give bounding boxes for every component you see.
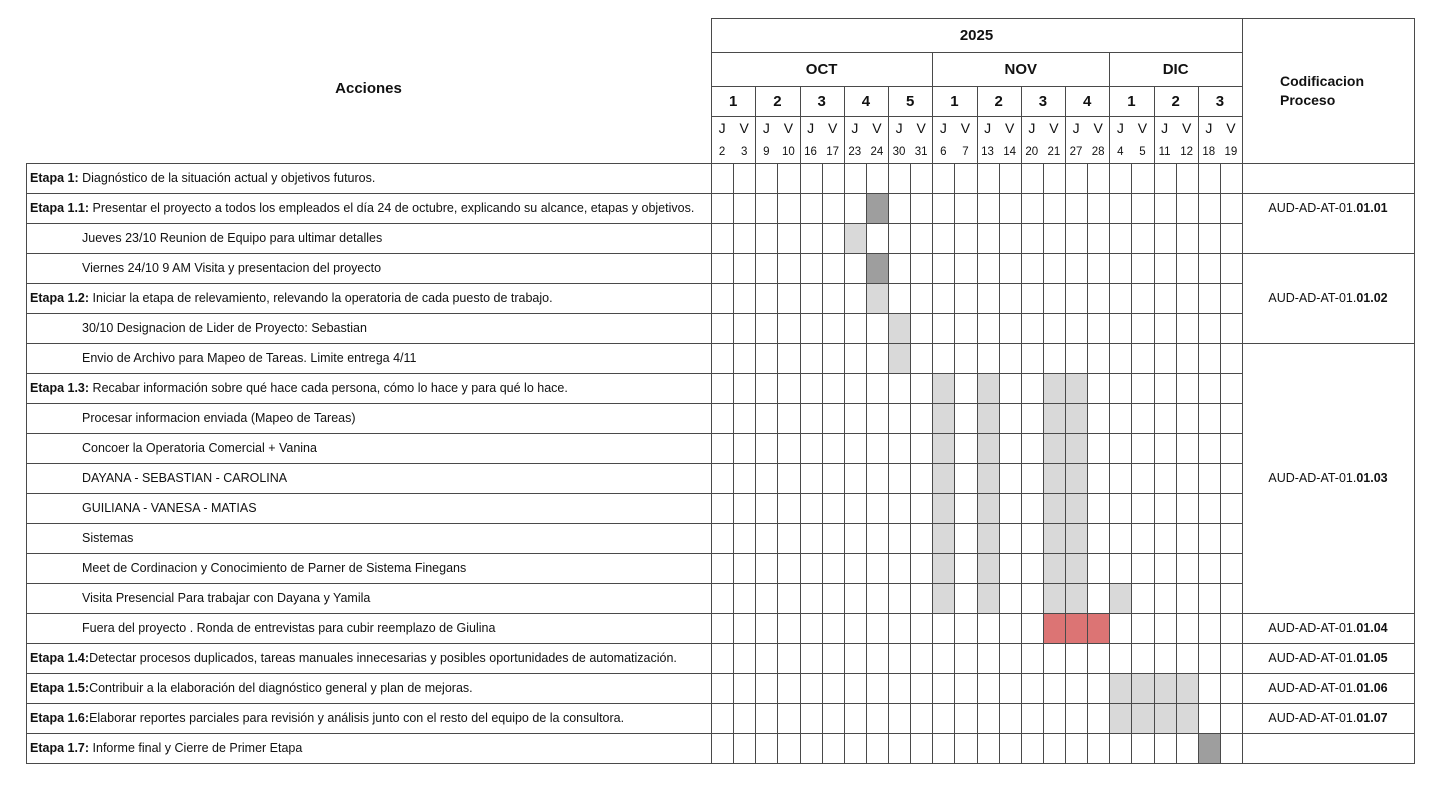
action-text: Procesar informacion enviada (Mapeo de Tareas) xyxy=(82,411,356,425)
week-header: 1 xyxy=(1127,92,1136,110)
action-text: Fuera del proyecto . Ronda de entrevistas para cubir reemplazo de Giulina xyxy=(82,621,496,635)
year-header: 2025 xyxy=(959,26,994,44)
gantt-bar-cell xyxy=(932,523,954,553)
action-text: Visita Presencial Para trabajar con Dayana y Yamila xyxy=(82,591,371,605)
week-header: 4 xyxy=(1082,92,1092,110)
day-column-line xyxy=(910,163,911,764)
day-letter: V xyxy=(1226,120,1236,136)
process-code-cell xyxy=(1242,253,1414,343)
code-separator-line xyxy=(1242,613,1415,614)
gantt-bar-cell xyxy=(932,403,954,433)
gantt-bar-cell xyxy=(1154,673,1176,703)
week-divider xyxy=(1154,86,1155,164)
gantt-bar-cell xyxy=(866,193,888,223)
gantt-bar-cell xyxy=(977,373,999,403)
gantt-bar-cell xyxy=(1065,523,1087,553)
action-text: Envio de Archivo para Mapeo de Tareas. Limite entrega 4/11 xyxy=(82,351,417,365)
day-letter: V xyxy=(872,120,882,136)
day-letter: J xyxy=(984,120,992,136)
row-line xyxy=(26,493,1243,494)
stage-label: Etapa 1.5: xyxy=(30,681,90,695)
outer-border-bottom xyxy=(26,763,1415,764)
gantt-bar-cell xyxy=(1065,463,1087,493)
action-row-label xyxy=(82,463,709,493)
stage-label: Etapa 1.3: xyxy=(30,381,90,395)
day-number: 6 xyxy=(940,145,947,158)
day-letter: J xyxy=(1161,120,1169,136)
stage-label: Etapa 1.6: xyxy=(30,711,90,725)
gantt-bar-cell xyxy=(1065,553,1087,583)
gantt-bar-cell xyxy=(1087,613,1109,643)
day-letter: J xyxy=(1116,120,1124,136)
process-code-suffix: 01.06 xyxy=(1356,681,1388,695)
day-column-line xyxy=(1154,163,1155,764)
gantt-bar-cell xyxy=(1065,493,1087,523)
day-letter: J xyxy=(1028,120,1036,136)
code-separator-line xyxy=(1242,703,1415,704)
action-text: Jueves 23/10 Reunion de Equipo para ultimar detalles xyxy=(82,231,383,245)
code-separator-line xyxy=(1242,253,1415,254)
gantt-bar-cell xyxy=(977,403,999,433)
process-code-cell xyxy=(1242,613,1414,643)
grid-column-line xyxy=(711,18,712,764)
stage-label: Etapa 1.7: xyxy=(30,741,90,755)
day-letter: J xyxy=(762,120,770,136)
month-header: NOV xyxy=(1004,60,1037,78)
week-header: 1 xyxy=(728,92,738,110)
day-column-line xyxy=(800,163,801,764)
day-column-line xyxy=(1087,163,1088,764)
gantt-bar-cell xyxy=(977,433,999,463)
gantt-bar-cell xyxy=(888,343,910,373)
day-number: 11 xyxy=(1158,145,1171,158)
process-code-suffix: 01.01 xyxy=(1356,201,1388,215)
day-column-line xyxy=(733,163,734,764)
day-column-line xyxy=(1131,163,1132,764)
action-text: Sistemas xyxy=(82,531,134,545)
day-number: 10 xyxy=(782,145,795,158)
day-letter: V xyxy=(828,120,838,136)
day-number: 12 xyxy=(1180,145,1194,158)
code-separator-line xyxy=(1242,733,1415,734)
day-column-line xyxy=(844,163,845,764)
action-text: Concoer la Operatoria Comercial + Vanina xyxy=(82,441,317,455)
day-number: 23 xyxy=(848,145,862,158)
process-code-cell xyxy=(1242,673,1414,703)
code-separator-line xyxy=(1242,643,1415,644)
process-code-cell xyxy=(1242,343,1414,613)
day-column-line xyxy=(977,163,978,764)
row-line xyxy=(26,223,1243,224)
gantt-bar-cell xyxy=(888,313,910,343)
day-column-line xyxy=(954,163,955,764)
day-number: 16 xyxy=(804,145,817,158)
day-letter: V xyxy=(1093,120,1103,136)
stage-label: Etapa 1.1: xyxy=(30,201,90,215)
row-line xyxy=(26,313,1243,314)
day-number: 9 xyxy=(763,145,770,158)
header-line xyxy=(711,52,1243,53)
process-code-cell xyxy=(1242,703,1414,733)
gantt-bar-cell xyxy=(1043,523,1065,553)
action-row-label xyxy=(30,703,709,733)
row-line xyxy=(26,583,1243,584)
process-code-suffix: 01.03 xyxy=(1356,471,1388,485)
gantt-bar-cell xyxy=(1065,433,1087,463)
process-code-cell xyxy=(1242,643,1414,673)
day-number: 4 xyxy=(1117,145,1124,158)
row-line xyxy=(26,643,1243,644)
row-line xyxy=(26,733,1243,734)
row-line xyxy=(26,463,1243,464)
day-letter: J xyxy=(1072,120,1080,136)
process-code-prefix: AUD-AD-AT-01. xyxy=(1268,711,1357,725)
day-letter: V xyxy=(1137,120,1148,136)
month-header: DIC xyxy=(1162,60,1189,78)
week-header: 5 xyxy=(905,92,915,110)
day-number: 5 xyxy=(1139,145,1146,158)
day-letter: J xyxy=(939,120,947,136)
day-letter: J xyxy=(718,120,726,136)
row-line xyxy=(26,673,1243,674)
row-line xyxy=(26,553,1243,554)
week-header: 3 xyxy=(817,92,826,110)
acciones-header: Acciones xyxy=(335,80,402,97)
day-column-line xyxy=(1109,163,1110,764)
day-column-line xyxy=(1043,163,1044,764)
week-divider xyxy=(1065,86,1066,164)
week-header: 2 xyxy=(773,92,782,110)
action-text: DAYANA - SEBASTIAN - CAROLINA xyxy=(82,471,288,485)
action-row-label xyxy=(82,553,709,583)
process-code-prefix: AUD-AD-AT-01. xyxy=(1268,291,1357,305)
week-header: 3 xyxy=(1038,92,1048,110)
action-row-label xyxy=(30,733,709,763)
code-column-line xyxy=(1242,18,1243,764)
gantt-bar-cell xyxy=(932,583,954,613)
day-letter: V xyxy=(783,120,794,136)
stage-label: Etapa 1.2: xyxy=(30,291,90,305)
gantt-bar-cell xyxy=(977,553,999,583)
week-divider xyxy=(932,86,933,164)
process-code-prefix: AUD-AD-AT-01. xyxy=(1268,201,1357,215)
code-separator-line xyxy=(1242,673,1415,674)
stage-label: Etapa 1.4: xyxy=(30,651,90,665)
day-number: 13 xyxy=(981,145,994,158)
day-letter: V xyxy=(960,120,971,136)
stage-label: Etapa 1: xyxy=(30,171,79,185)
code-separator-line xyxy=(1242,163,1415,164)
gantt-bar-cell xyxy=(932,553,954,583)
outer-border-top xyxy=(711,18,1415,19)
gantt-bar-cell xyxy=(1043,463,1065,493)
gantt-bar-cell xyxy=(932,373,954,403)
day-column-line xyxy=(888,163,889,764)
week-divider xyxy=(977,86,978,164)
process-code-suffix: 01.05 xyxy=(1356,651,1388,665)
process-code-suffix: 01.07 xyxy=(1356,711,1388,725)
day-number: 20 xyxy=(1025,145,1039,158)
process-code-prefix: AUD-AD-AT-01. xyxy=(1268,621,1357,635)
gantt-bar-cell xyxy=(1043,613,1065,643)
action-row-label xyxy=(82,523,709,553)
action-row-label xyxy=(82,313,709,343)
action-row-label xyxy=(82,343,709,373)
gantt-bar-cell xyxy=(1065,403,1087,433)
row-line xyxy=(26,523,1243,524)
header-bottom-line xyxy=(26,163,1243,164)
day-column-line xyxy=(866,163,867,764)
action-row-label xyxy=(30,163,709,193)
action-row-label xyxy=(82,223,709,253)
action-row-label xyxy=(82,253,709,283)
action-text: Elaborar reportes parciales para revisión y análisis junto con el resto del equipo de la consultora. xyxy=(89,711,625,725)
day-column-line xyxy=(777,163,778,764)
day-letter: V xyxy=(1005,120,1015,136)
day-number: 24 xyxy=(870,145,884,158)
day-letter: J xyxy=(1205,120,1213,136)
process-code-prefix: AUD-AD-AT-01. xyxy=(1268,471,1357,485)
code-separator-line xyxy=(1242,343,1415,344)
gantt-bar-cell xyxy=(1176,703,1198,733)
action-text: Recabar información sobre qué hace cada persona, cómo lo hace y para qué lo hace. xyxy=(89,381,568,395)
codificacion-header: Codificacion Proceso xyxy=(1280,72,1365,108)
action-row-label xyxy=(82,433,709,463)
gantt-bar-cell xyxy=(1198,733,1220,763)
action-row-label xyxy=(82,583,709,613)
gantt-bar-cell xyxy=(977,493,999,523)
day-letter: J xyxy=(851,120,859,136)
week-header: 1 xyxy=(950,92,959,110)
gantt-bar-cell xyxy=(1043,433,1065,463)
process-code-prefix: AUD-AD-AT-01. xyxy=(1268,681,1357,695)
gantt-bar-cell xyxy=(977,463,999,493)
day-column-line xyxy=(1065,163,1066,764)
row-line xyxy=(26,343,1243,344)
day-letter: J xyxy=(895,120,903,136)
gantt-bar-cell xyxy=(932,493,954,523)
gantt-bar-cell xyxy=(1043,403,1065,433)
row-line xyxy=(26,403,1243,404)
action-row-label xyxy=(82,493,709,523)
action-row-label xyxy=(30,673,709,703)
week-header: 4 xyxy=(861,92,871,110)
action-text: Meet de Cordinacion y Conocimiento de Parner de Sistema Finegans xyxy=(82,561,467,575)
gantt-bar-cell xyxy=(1043,373,1065,403)
row-line xyxy=(26,373,1243,374)
process-code-cell xyxy=(1242,163,1414,253)
day-number: 17 xyxy=(826,145,840,158)
day-letter: V xyxy=(916,120,926,136)
week-divider xyxy=(800,86,801,164)
row-line xyxy=(26,703,1243,704)
row-line xyxy=(26,433,1243,434)
week-divider xyxy=(1198,86,1199,164)
action-row-label xyxy=(30,373,709,403)
week-header: 2 xyxy=(994,92,1003,110)
gantt-bar-cell xyxy=(932,433,954,463)
action-row-label xyxy=(82,613,709,643)
week-divider xyxy=(844,86,845,164)
day-column-line xyxy=(1176,163,1177,764)
row-line xyxy=(26,193,1243,194)
action-row-label xyxy=(82,403,709,433)
day-number: 31 xyxy=(914,145,928,158)
action-text: Viernes 24/10 9 AM Visita y presentacion del proyecto xyxy=(82,261,382,275)
day-letter: V xyxy=(1049,120,1059,136)
day-letter: V xyxy=(739,120,749,136)
action-row-label xyxy=(30,193,709,223)
gantt-bar-cell xyxy=(1109,703,1131,733)
day-letter: J xyxy=(807,120,815,136)
action-text: Iniciar la etapa de relevamiento, relevando la operatoria de cada puesto de trabajo. xyxy=(89,291,553,305)
day-number: 7 xyxy=(962,145,969,158)
gantt-bar-cell xyxy=(1131,703,1153,733)
action-text: Contribuir a la elaboración del diagnóstico general y plan de mejoras. xyxy=(89,681,473,695)
day-number: 21 xyxy=(1047,145,1061,158)
gantt-bar-cell xyxy=(1065,373,1087,403)
day-number: 28 xyxy=(1091,145,1105,158)
day-column-line xyxy=(932,163,933,764)
row-line xyxy=(26,253,1243,254)
gantt-bar-cell xyxy=(1176,673,1198,703)
action-text: Presentar el proyecto a todos los empleados el día 24 de octubre, explicando su alcance, etapas y objetivos. xyxy=(89,201,695,215)
week-header: 2 xyxy=(1171,92,1180,110)
day-number: 18 xyxy=(1202,145,1216,158)
gantt-bar-cell xyxy=(1043,493,1065,523)
action-text: Informe final y Cierre de Primer Etapa xyxy=(89,741,303,755)
gantt-bar-cell xyxy=(1109,673,1131,703)
process-code-suffix: 01.04 xyxy=(1356,621,1388,635)
gantt-bar-cell xyxy=(1109,583,1131,613)
day-column-line xyxy=(1220,163,1221,764)
gantt-bar-cell xyxy=(844,223,866,253)
gantt-bar-cell xyxy=(1065,583,1087,613)
day-column-line xyxy=(822,163,823,764)
row-line xyxy=(26,613,1243,614)
gantt-bar-cell xyxy=(866,283,888,313)
week-divider xyxy=(1109,86,1110,164)
gantt-bar-cell xyxy=(977,583,999,613)
week-divider xyxy=(1021,86,1022,164)
gantt-bar-cell xyxy=(866,253,888,283)
gantt-bar-cell xyxy=(1043,583,1065,613)
day-number: 30 xyxy=(892,145,906,158)
day-letter: V xyxy=(1182,120,1192,136)
action-row-label xyxy=(30,283,709,313)
day-number: 2 xyxy=(718,145,726,158)
week-divider xyxy=(888,86,889,164)
process-code-prefix: AUD-AD-AT-01. xyxy=(1268,651,1357,665)
gantt-bar-cell xyxy=(1043,553,1065,583)
day-number: 3 xyxy=(740,145,748,158)
day-number: 14 xyxy=(1003,145,1017,158)
gantt-bar-cell xyxy=(1131,673,1153,703)
day-column-line xyxy=(1021,163,1022,764)
day-column-line xyxy=(999,163,1000,764)
row-line xyxy=(26,283,1243,284)
gantt-bar-cell xyxy=(977,523,999,553)
day-column-line xyxy=(1198,163,1199,764)
gantt-bar-cell xyxy=(1154,703,1176,733)
outer-border-right xyxy=(1414,18,1415,764)
action-text: Detectar procesos duplicados, tareas manuales innecesarias y posibles oportunidades de automatización. xyxy=(89,651,677,665)
action-text: 30/10 Designacion de Lider de Proyecto: Sebastian xyxy=(82,321,367,335)
action-text: GUILIANA - VANESA - MATIAS xyxy=(82,501,257,515)
gantt-bar-cell xyxy=(932,463,954,493)
process-code-suffix: 01.02 xyxy=(1356,291,1388,305)
action-text: Diagnóstico de la situación actual y objetivos futuros. xyxy=(78,171,376,185)
gantt-bar-cell xyxy=(1065,613,1087,643)
week-header: 3 xyxy=(1215,92,1225,110)
day-column-line xyxy=(755,163,756,764)
action-row-label xyxy=(30,643,709,673)
day-number: 19 xyxy=(1224,145,1238,158)
day-number: 27 xyxy=(1069,145,1083,158)
month-header: OCT xyxy=(805,60,838,78)
week-divider xyxy=(755,86,756,164)
